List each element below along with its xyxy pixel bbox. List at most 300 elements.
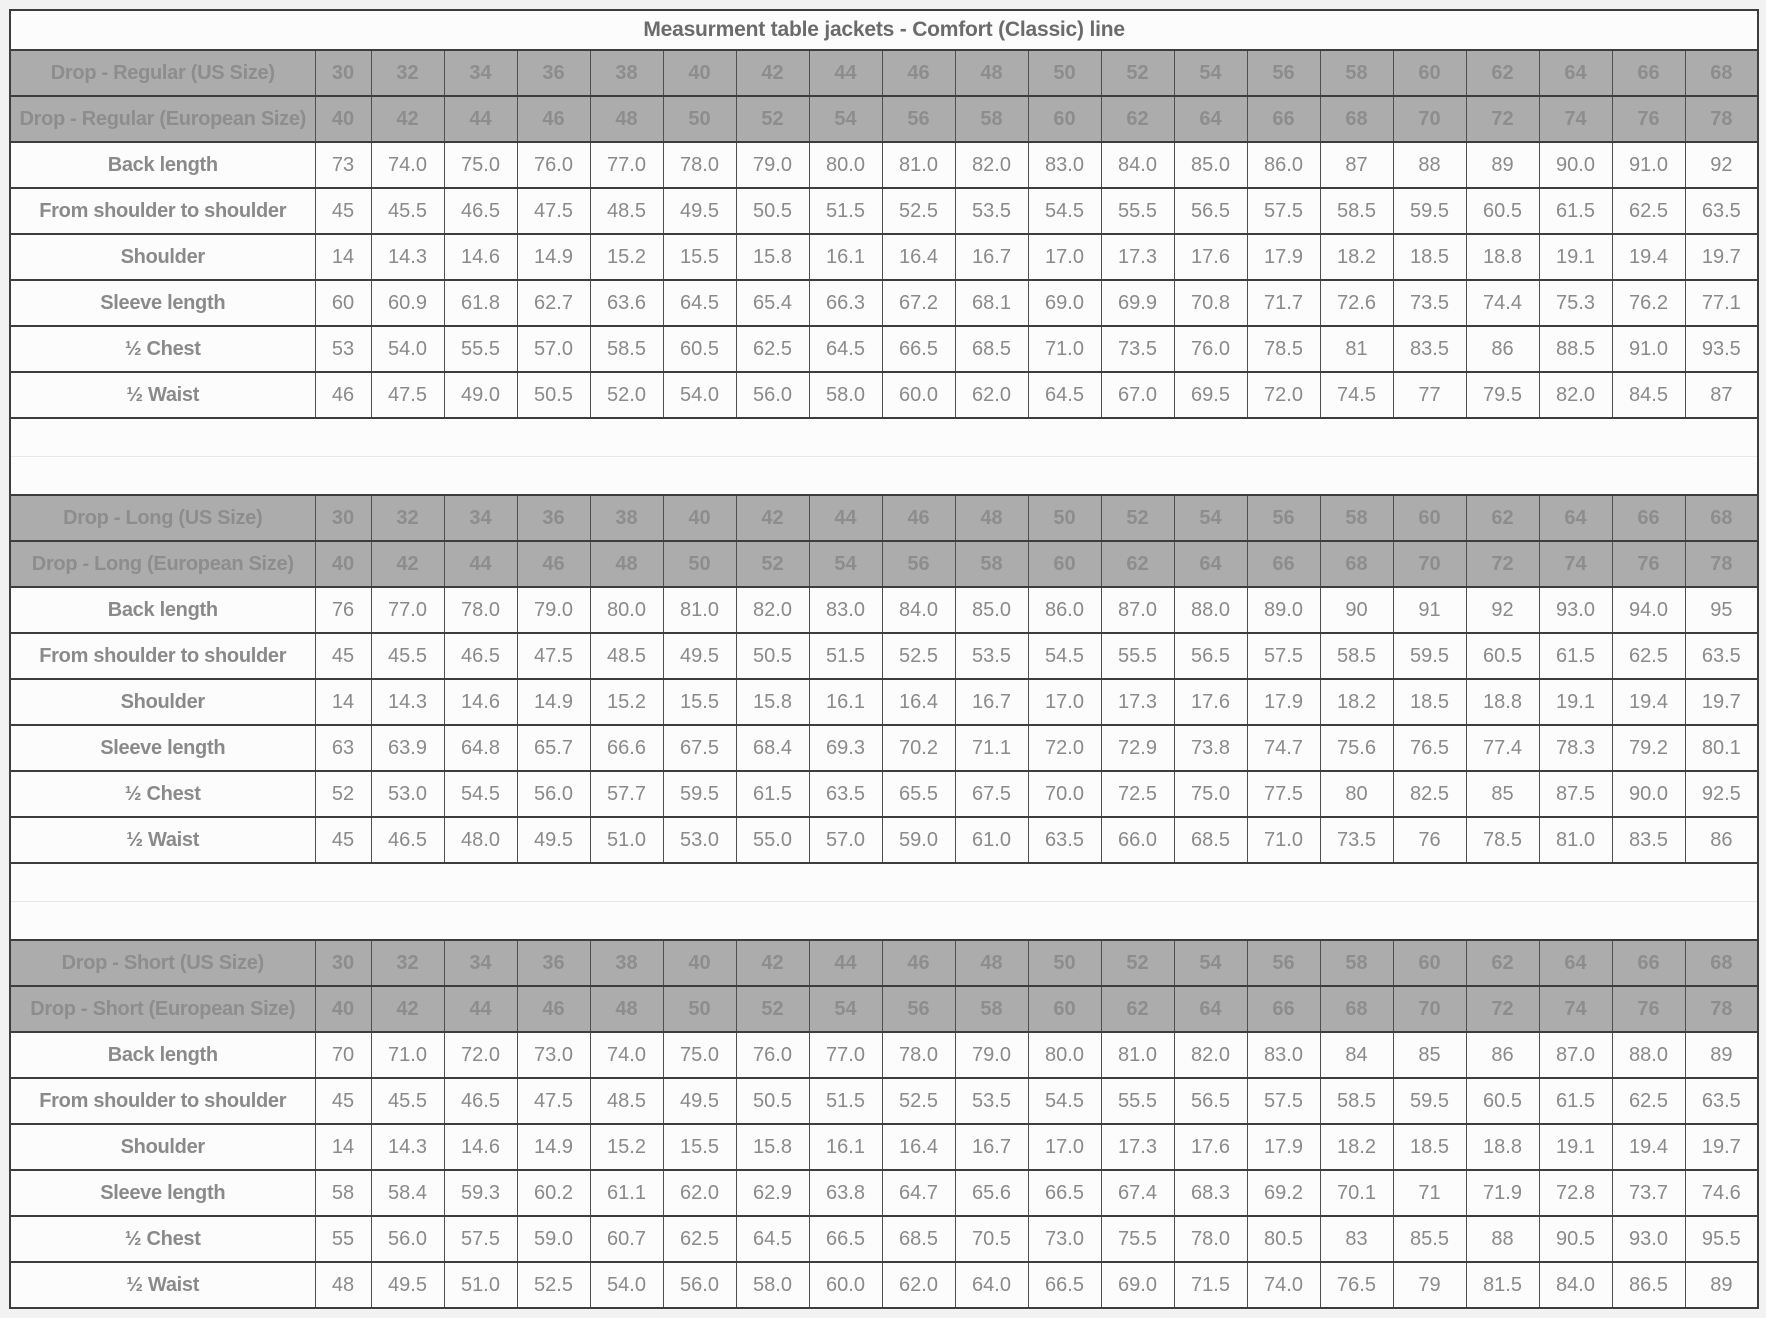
value-cell: 59.5 <box>1393 1078 1466 1124</box>
size-header-label: Drop - Regular (European Size) <box>10 96 315 142</box>
value-cell: 61.0 <box>955 817 1028 863</box>
value-cell: 54.0 <box>371 326 444 372</box>
measurement-row <box>10 817 1758 863</box>
value-cell: 49.5 <box>371 1262 444 1308</box>
size-cell: 74 <box>1539 986 1612 1032</box>
size-cell: 68 <box>1320 541 1393 587</box>
value-cell: 58.5 <box>1320 1078 1393 1124</box>
value-cell: 90 <box>1320 587 1393 633</box>
size-cell: 68 <box>1685 940 1758 986</box>
value-cell: 60.9 <box>371 280 444 326</box>
size-cell: 60 <box>1028 96 1101 142</box>
size-cell: 50 <box>1028 50 1101 96</box>
size-header-row-eu <box>10 541 1758 587</box>
value-cell: 47.5 <box>517 188 590 234</box>
value-cell: 16.4 <box>882 679 955 725</box>
value-cell: 81.0 <box>663 587 736 633</box>
value-cell: 85.0 <box>1174 142 1247 188</box>
measurement-row <box>10 679 1758 725</box>
value-cell: 89 <box>1685 1262 1758 1308</box>
value-cell: 18.5 <box>1393 679 1466 725</box>
size-cell: 58 <box>955 96 1028 142</box>
value-cell: 56.0 <box>736 372 809 418</box>
size-header-row-us <box>10 495 1758 541</box>
value-cell: 66.5 <box>882 326 955 372</box>
value-cell: 76 <box>1393 817 1466 863</box>
value-cell: 17.0 <box>1028 1124 1101 1170</box>
size-cell: 30 <box>315 495 371 541</box>
measurement-row <box>10 771 1758 817</box>
value-cell: 62.0 <box>663 1170 736 1216</box>
value-cell: 93.5 <box>1685 326 1758 372</box>
value-cell: 75.0 <box>663 1032 736 1078</box>
measurement-row <box>10 725 1758 771</box>
size-cell: 64 <box>1174 541 1247 587</box>
value-cell: 17.6 <box>1174 1124 1247 1170</box>
size-cell: 44 <box>444 986 517 1032</box>
value-cell: 87 <box>1685 372 1758 418</box>
size-cell: 46 <box>882 50 955 96</box>
value-cell: 57.5 <box>444 1216 517 1262</box>
size-cell: 68 <box>1685 50 1758 96</box>
value-cell: 14.6 <box>444 234 517 280</box>
value-cell: 64.5 <box>736 1216 809 1262</box>
value-cell: 14 <box>315 234 371 280</box>
size-cell: 52 <box>1101 50 1174 96</box>
value-cell: 51.0 <box>444 1262 517 1308</box>
value-cell: 90.0 <box>1539 142 1612 188</box>
value-cell: 95.5 <box>1685 1216 1758 1262</box>
value-cell: 67.0 <box>1101 372 1174 418</box>
size-cell: 56 <box>882 986 955 1032</box>
value-cell: 85.5 <box>1393 1216 1466 1262</box>
size-header-row-eu <box>10 986 1758 1032</box>
value-cell: 69.0 <box>1028 280 1101 326</box>
size-cell: 42 <box>371 986 444 1032</box>
value-cell: 78.5 <box>1247 326 1320 372</box>
value-cell: 51.0 <box>590 817 663 863</box>
value-cell: 76.2 <box>1612 280 1685 326</box>
value-cell: 15.5 <box>663 1124 736 1170</box>
size-cell: 58 <box>955 986 1028 1032</box>
measurement-row <box>10 1124 1758 1170</box>
value-cell: 72.5 <box>1101 771 1174 817</box>
value-cell: 76 <box>315 587 371 633</box>
value-cell: 65.6 <box>955 1170 1028 1216</box>
value-cell: 59.0 <box>517 1216 590 1262</box>
value-cell: 78.0 <box>882 1032 955 1078</box>
value-cell: 71.1 <box>955 725 1028 771</box>
size-cell: 46 <box>517 541 590 587</box>
size-cell: 56 <box>1247 495 1320 541</box>
value-cell: 84.5 <box>1612 372 1685 418</box>
value-cell: 80.0 <box>809 142 882 188</box>
value-cell: 59.0 <box>882 817 955 863</box>
size-cell: 34 <box>444 50 517 96</box>
value-cell: 71.0 <box>1028 326 1101 372</box>
measurement-label: From shoulder to shoulder <box>10 633 315 679</box>
size-cell: 36 <box>517 495 590 541</box>
value-cell: 81.0 <box>1539 817 1612 863</box>
value-cell: 48 <box>315 1262 371 1308</box>
value-cell: 66.6 <box>590 725 663 771</box>
value-cell: 79.0 <box>736 142 809 188</box>
gap-cell <box>10 863 1758 902</box>
value-cell: 84.0 <box>1101 142 1174 188</box>
size-cell: 66 <box>1612 50 1685 96</box>
value-cell: 49.5 <box>663 188 736 234</box>
value-cell: 45.5 <box>371 633 444 679</box>
value-cell: 76.0 <box>1174 326 1247 372</box>
size-cell: 46 <box>882 495 955 541</box>
value-cell: 59.5 <box>1393 633 1466 679</box>
value-cell: 49.5 <box>517 817 590 863</box>
value-cell: 16.1 <box>809 234 882 280</box>
value-cell: 15.8 <box>736 679 809 725</box>
size-cell: 60 <box>1028 541 1101 587</box>
value-cell: 61.8 <box>444 280 517 326</box>
size-cell: 52 <box>736 96 809 142</box>
value-cell: 63 <box>315 725 371 771</box>
value-cell: 92 <box>1685 142 1758 188</box>
value-cell: 55 <box>315 1216 371 1262</box>
size-cell: 52 <box>736 986 809 1032</box>
value-cell: 87.0 <box>1539 1032 1612 1078</box>
size-header-label: Drop - Regular (US Size) <box>10 50 315 96</box>
value-cell: 14.9 <box>517 1124 590 1170</box>
size-cell: 60 <box>1393 50 1466 96</box>
size-cell: 50 <box>663 96 736 142</box>
value-cell: 14 <box>315 679 371 725</box>
value-cell: 68.5 <box>955 326 1028 372</box>
value-cell: 91.0 <box>1612 142 1685 188</box>
value-cell: 19.7 <box>1685 234 1758 280</box>
value-cell: 73.5 <box>1393 280 1466 326</box>
value-cell: 49.5 <box>663 1078 736 1124</box>
value-cell: 60.0 <box>882 372 955 418</box>
value-cell: 82.5 <box>1393 771 1466 817</box>
value-cell: 72.8 <box>1539 1170 1612 1216</box>
value-cell: 74.4 <box>1466 280 1539 326</box>
value-cell: 15.8 <box>736 1124 809 1170</box>
value-cell: 19.1 <box>1539 679 1612 725</box>
size-cell: 56 <box>882 541 955 587</box>
size-cell: 48 <box>590 96 663 142</box>
value-cell: 80.1 <box>1685 725 1758 771</box>
value-cell: 57.0 <box>809 817 882 863</box>
value-cell: 77.1 <box>1685 280 1758 326</box>
value-cell: 19.1 <box>1539 234 1612 280</box>
size-cell: 42 <box>736 50 809 96</box>
value-cell: 14.3 <box>371 234 444 280</box>
value-cell: 47.5 <box>517 633 590 679</box>
value-cell: 58.5 <box>1320 188 1393 234</box>
value-cell: 54.5 <box>1028 633 1101 679</box>
measurement-row <box>10 1216 1758 1262</box>
value-cell: 75.0 <box>444 142 517 188</box>
size-cell: 30 <box>315 940 371 986</box>
value-cell: 57.5 <box>1247 188 1320 234</box>
value-cell: 64.0 <box>955 1262 1028 1308</box>
value-cell: 14.3 <box>371 1124 444 1170</box>
value-cell: 77.0 <box>590 142 663 188</box>
value-cell: 77.5 <box>1247 771 1320 817</box>
value-cell: 68.5 <box>1174 817 1247 863</box>
value-cell: 18.8 <box>1466 679 1539 725</box>
value-cell: 62.9 <box>736 1170 809 1216</box>
size-cell: 32 <box>371 940 444 986</box>
size-cell: 54 <box>809 541 882 587</box>
size-cell: 48 <box>955 50 1028 96</box>
value-cell: 60.0 <box>809 1262 882 1308</box>
value-cell: 53.5 <box>955 1078 1028 1124</box>
value-cell: 95 <box>1685 587 1758 633</box>
size-cell: 40 <box>663 940 736 986</box>
size-cell: 62 <box>1101 96 1174 142</box>
value-cell: 46 <box>315 372 371 418</box>
measurement-label: ½ Waist <box>10 372 315 418</box>
value-cell: 67.4 <box>1101 1170 1174 1216</box>
value-cell: 72.9 <box>1101 725 1174 771</box>
measurement-row <box>10 587 1758 633</box>
size-cell: 36 <box>517 940 590 986</box>
value-cell: 89 <box>1466 142 1539 188</box>
size-header-label: Drop - Short (European Size) <box>10 986 315 1032</box>
value-cell: 16.7 <box>955 1124 1028 1170</box>
value-cell: 74.0 <box>371 142 444 188</box>
value-cell: 62.5 <box>1612 188 1685 234</box>
size-cell: 58 <box>955 541 1028 587</box>
value-cell: 53.0 <box>663 817 736 863</box>
size-cell: 30 <box>315 50 371 96</box>
size-cell: 54 <box>809 96 882 142</box>
value-cell: 64.7 <box>882 1170 955 1216</box>
size-cell: 62 <box>1101 986 1174 1032</box>
value-cell: 81.0 <box>882 142 955 188</box>
size-cell: 52 <box>736 541 809 587</box>
value-cell: 61.5 <box>736 771 809 817</box>
measurement-label: Shoulder <box>10 679 315 725</box>
value-cell: 15.2 <box>590 1124 663 1170</box>
size-cell: 44 <box>809 495 882 541</box>
size-cell: 64 <box>1539 495 1612 541</box>
value-cell: 83.5 <box>1612 817 1685 863</box>
value-cell: 75.3 <box>1539 280 1612 326</box>
value-cell: 49.5 <box>663 633 736 679</box>
value-cell: 62.5 <box>663 1216 736 1262</box>
value-cell: 15.2 <box>590 234 663 280</box>
value-cell: 72.0 <box>444 1032 517 1078</box>
value-cell: 60.5 <box>1466 1078 1539 1124</box>
value-cell: 14.9 <box>517 679 590 725</box>
value-cell: 73.7 <box>1612 1170 1685 1216</box>
size-cell: 66 <box>1612 495 1685 541</box>
value-cell: 64.5 <box>809 326 882 372</box>
size-cell: 76 <box>1612 96 1685 142</box>
size-cell: 62 <box>1466 50 1539 96</box>
value-cell: 52.5 <box>517 1262 590 1308</box>
size-cell: 60 <box>1393 495 1466 541</box>
value-cell: 60 <box>315 280 371 326</box>
value-cell: 60.2 <box>517 1170 590 1216</box>
value-cell: 60.5 <box>1466 633 1539 679</box>
value-cell: 18.2 <box>1320 679 1393 725</box>
value-cell: 79.5 <box>1466 372 1539 418</box>
value-cell: 64.8 <box>444 725 517 771</box>
value-cell: 71.0 <box>371 1032 444 1078</box>
value-cell: 53 <box>315 326 371 372</box>
size-cell: 38 <box>590 495 663 541</box>
measurement-row <box>10 188 1758 234</box>
value-cell: 78.0 <box>663 142 736 188</box>
value-cell: 74.5 <box>1320 372 1393 418</box>
size-cell: 38 <box>590 50 663 96</box>
size-header-row-us <box>10 940 1758 986</box>
section-gap-row <box>10 863 1758 902</box>
measurement-label: Back length <box>10 1032 315 1078</box>
section-gap-row <box>10 457 1758 496</box>
size-cell: 70 <box>1393 986 1466 1032</box>
size-cell: 70 <box>1393 96 1466 142</box>
value-cell: 79.0 <box>955 1032 1028 1078</box>
size-cell: 44 <box>809 50 882 96</box>
value-cell: 16.7 <box>955 679 1028 725</box>
size-cell: 74 <box>1539 96 1612 142</box>
value-cell: 56.5 <box>1174 1078 1247 1124</box>
value-cell: 85 <box>1393 1032 1466 1078</box>
size-cell: 42 <box>371 541 444 587</box>
value-cell: 52.5 <box>882 188 955 234</box>
value-cell: 56.0 <box>371 1216 444 1262</box>
value-cell: 71.0 <box>1247 817 1320 863</box>
value-cell: 86.0 <box>1028 587 1101 633</box>
value-cell: 63.5 <box>1685 633 1758 679</box>
value-cell: 48.5 <box>590 633 663 679</box>
value-cell: 61.1 <box>590 1170 663 1216</box>
value-cell: 55.5 <box>1101 188 1174 234</box>
value-cell: 83.0 <box>1247 1032 1320 1078</box>
value-cell: 14 <box>315 1124 371 1170</box>
value-cell: 64.5 <box>663 280 736 326</box>
value-cell: 82.0 <box>736 587 809 633</box>
measurement-label: ½ Waist <box>10 817 315 863</box>
value-cell: 86.0 <box>1247 142 1320 188</box>
value-cell: 55.5 <box>1101 633 1174 679</box>
value-cell: 83.0 <box>809 587 882 633</box>
value-cell: 70.5 <box>955 1216 1028 1262</box>
size-cell: 34 <box>444 495 517 541</box>
value-cell: 93.0 <box>1539 587 1612 633</box>
size-cell: 48 <box>955 495 1028 541</box>
value-cell: 83.5 <box>1393 326 1466 372</box>
value-cell: 71.5 <box>1174 1262 1247 1308</box>
size-cell: 38 <box>590 940 663 986</box>
size-cell: 56 <box>882 96 955 142</box>
value-cell: 80.5 <box>1247 1216 1320 1262</box>
value-cell: 70.0 <box>1028 771 1101 817</box>
value-cell: 17.9 <box>1247 679 1320 725</box>
size-cell: 64 <box>1174 96 1247 142</box>
measurement-row <box>10 326 1758 372</box>
value-cell: 80 <box>1320 771 1393 817</box>
value-cell: 73.0 <box>517 1032 590 1078</box>
value-cell: 58.0 <box>809 372 882 418</box>
value-cell: 16.1 <box>809 1124 882 1170</box>
value-cell: 16.4 <box>882 234 955 280</box>
table-body <box>10 10 1758 1308</box>
value-cell: 14.3 <box>371 679 444 725</box>
value-cell: 50.5 <box>736 1078 809 1124</box>
measurement-label: Sleeve length <box>10 280 315 326</box>
value-cell: 77 <box>1393 372 1466 418</box>
value-cell: 17.0 <box>1028 234 1101 280</box>
value-cell: 67.5 <box>955 771 1028 817</box>
size-cell: 40 <box>315 986 371 1032</box>
size-cell: 54 <box>1174 940 1247 986</box>
value-cell: 17.3 <box>1101 234 1174 280</box>
measurement-label: ½ Chest <box>10 1216 315 1262</box>
size-cell: 34 <box>444 940 517 986</box>
value-cell: 86 <box>1466 326 1539 372</box>
size-cell: 48 <box>590 541 663 587</box>
value-cell: 19.1 <box>1539 1124 1612 1170</box>
measurement-row <box>10 142 1758 188</box>
value-cell: 65.4 <box>736 280 809 326</box>
value-cell: 73 <box>315 142 371 188</box>
value-cell: 45 <box>315 633 371 679</box>
size-cell: 68 <box>1685 495 1758 541</box>
value-cell: 52.0 <box>590 372 663 418</box>
value-cell: 63.9 <box>371 725 444 771</box>
size-cell: 50 <box>1028 495 1101 541</box>
value-cell: 62.5 <box>1612 633 1685 679</box>
value-cell: 46.5 <box>371 817 444 863</box>
size-cell: 66 <box>1247 96 1320 142</box>
value-cell: 77.4 <box>1466 725 1539 771</box>
value-cell: 61.5 <box>1539 633 1612 679</box>
size-cell: 46 <box>882 940 955 986</box>
size-cell: 52 <box>1101 940 1174 986</box>
value-cell: 46.5 <box>444 633 517 679</box>
value-cell: 46.5 <box>444 188 517 234</box>
value-cell: 69.9 <box>1101 280 1174 326</box>
value-cell: 73.8 <box>1174 725 1247 771</box>
value-cell: 56.5 <box>1174 633 1247 679</box>
value-cell: 19.7 <box>1685 679 1758 725</box>
value-cell: 81 <box>1320 326 1393 372</box>
value-cell: 82.0 <box>1174 1032 1247 1078</box>
value-cell: 88.5 <box>1539 326 1612 372</box>
value-cell: 45.5 <box>371 188 444 234</box>
value-cell: 57.5 <box>1247 633 1320 679</box>
value-cell: 48.5 <box>590 188 663 234</box>
value-cell: 68.4 <box>736 725 809 771</box>
value-cell: 79.2 <box>1612 725 1685 771</box>
value-cell: 19.4 <box>1612 1124 1685 1170</box>
value-cell: 91.0 <box>1612 326 1685 372</box>
value-cell: 64.5 <box>1028 372 1101 418</box>
size-cell: 72 <box>1466 541 1539 587</box>
size-cell: 62 <box>1466 940 1539 986</box>
value-cell: 73.5 <box>1101 326 1174 372</box>
measurement-label: ½ Waist <box>10 1262 315 1308</box>
measurement-row <box>10 633 1758 679</box>
measurement-label: From shoulder to shoulder <box>10 188 315 234</box>
size-header-row-us <box>10 50 1758 96</box>
value-cell: 56.0 <box>517 771 590 817</box>
section-gap-row <box>10 902 1758 941</box>
size-cell: 68 <box>1320 96 1393 142</box>
